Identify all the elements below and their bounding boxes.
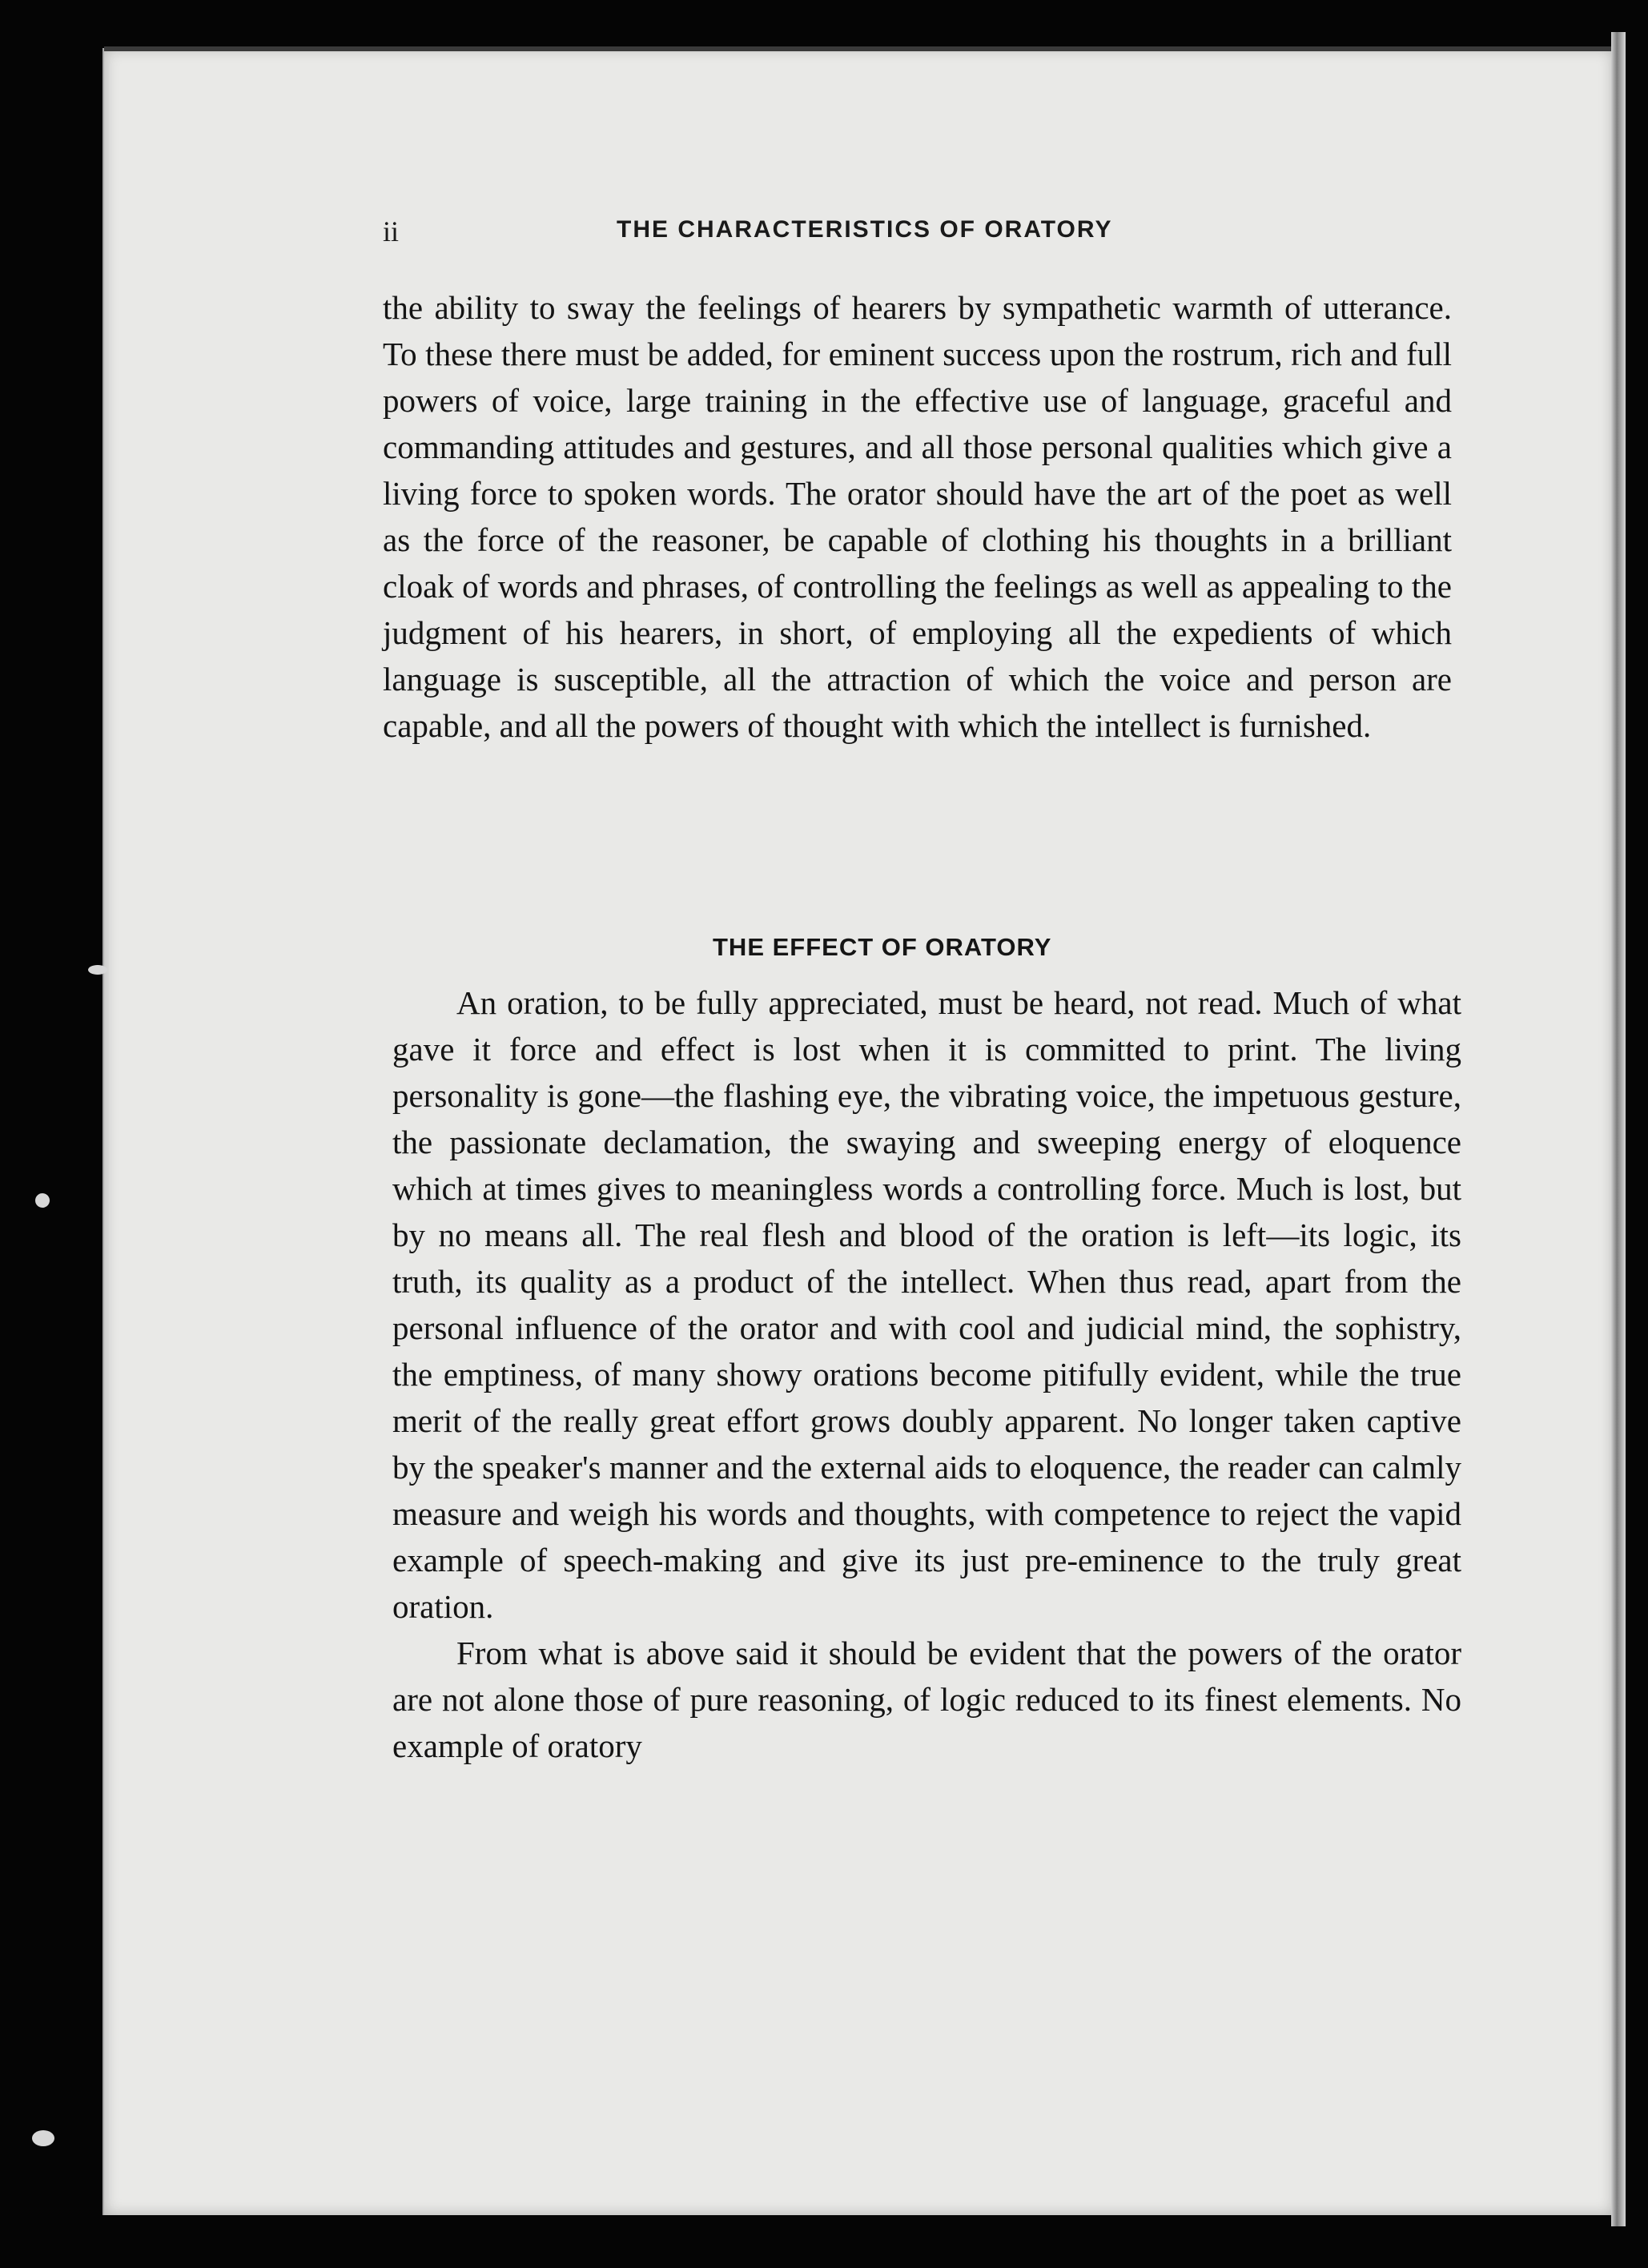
body-paragraph-1: An oration, to be fully appreciated, must be heard, not read. Much of what gave it force and effect is lost when it is committed to print. The living personality is gone—the flashing eye, the vibrating voice, the impetuous gesture, the passionate declamation, the swaying and sweeping energy of eloquence which at times gives to meaningless words a controlling force. Much is lost, but by no means all. The real flesh and blood of the oration is left—its logic, its truth, its quality as a product of the intellect. When thus read, apart from the personal influence of the orator and with cool and judicial mind, the sophistry, the emptiness, of many showy orations become pitifully evident, while the true merit of the really great effort grows doubly apparent. No longer taken captive by the speaker's manner and the external aids to eloquence, the reader can calmly measure and weigh his words and thoughts, with competence to reject the vapid example of speech-making and give its just pre-eminence to the truly great oration. bbox=[392, 984, 1461, 1625]
page-right-edge bbox=[1611, 32, 1626, 2226]
body-paragraph-2: From what is above said it should be evident that the powers of the orator are not alone those of pure reasoning, of logic reduced to its finest elements. No example of oratory bbox=[392, 1635, 1461, 1764]
page-header bbox=[383, 210, 1224, 250]
section-heading: THE EFFECT OF ORATORY bbox=[713, 933, 1052, 961]
intro-paragraph: the ability to sway the feelings of hearers by sympathetic warmth of utterance. To these there must be added, for eminent success upon the rostrum, rich and full powers of voice, large training in the effective use of language, graceful and commanding attitudes and gestures, and all those personal qualities which give a living force to spoken words. The orator should have the art of the poet as well as the force of the reasoner, be capable of clothing his thoughts in a brilliant cloak of words and phrases, of controlling the feelings as well as appealing to the judgment of his hearers, in short, of employing all the expedients of which language is susceptible, all the attraction of which the voice and person are capable, and all the powers of thought with which the intellect is furnished. bbox=[383, 289, 1452, 744]
running-title: THE CHARACTERISTICS OF ORATORY bbox=[617, 216, 1113, 243]
scan-speck bbox=[88, 965, 107, 975]
scan-speck bbox=[32, 2130, 54, 2146]
scan-speck bbox=[33, 1191, 53, 1211]
intro-text-block bbox=[383, 284, 1452, 749]
section-text-block bbox=[392, 979, 1461, 1769]
page-number: ii bbox=[383, 215, 400, 247]
page-top-rule bbox=[104, 46, 1614, 51]
